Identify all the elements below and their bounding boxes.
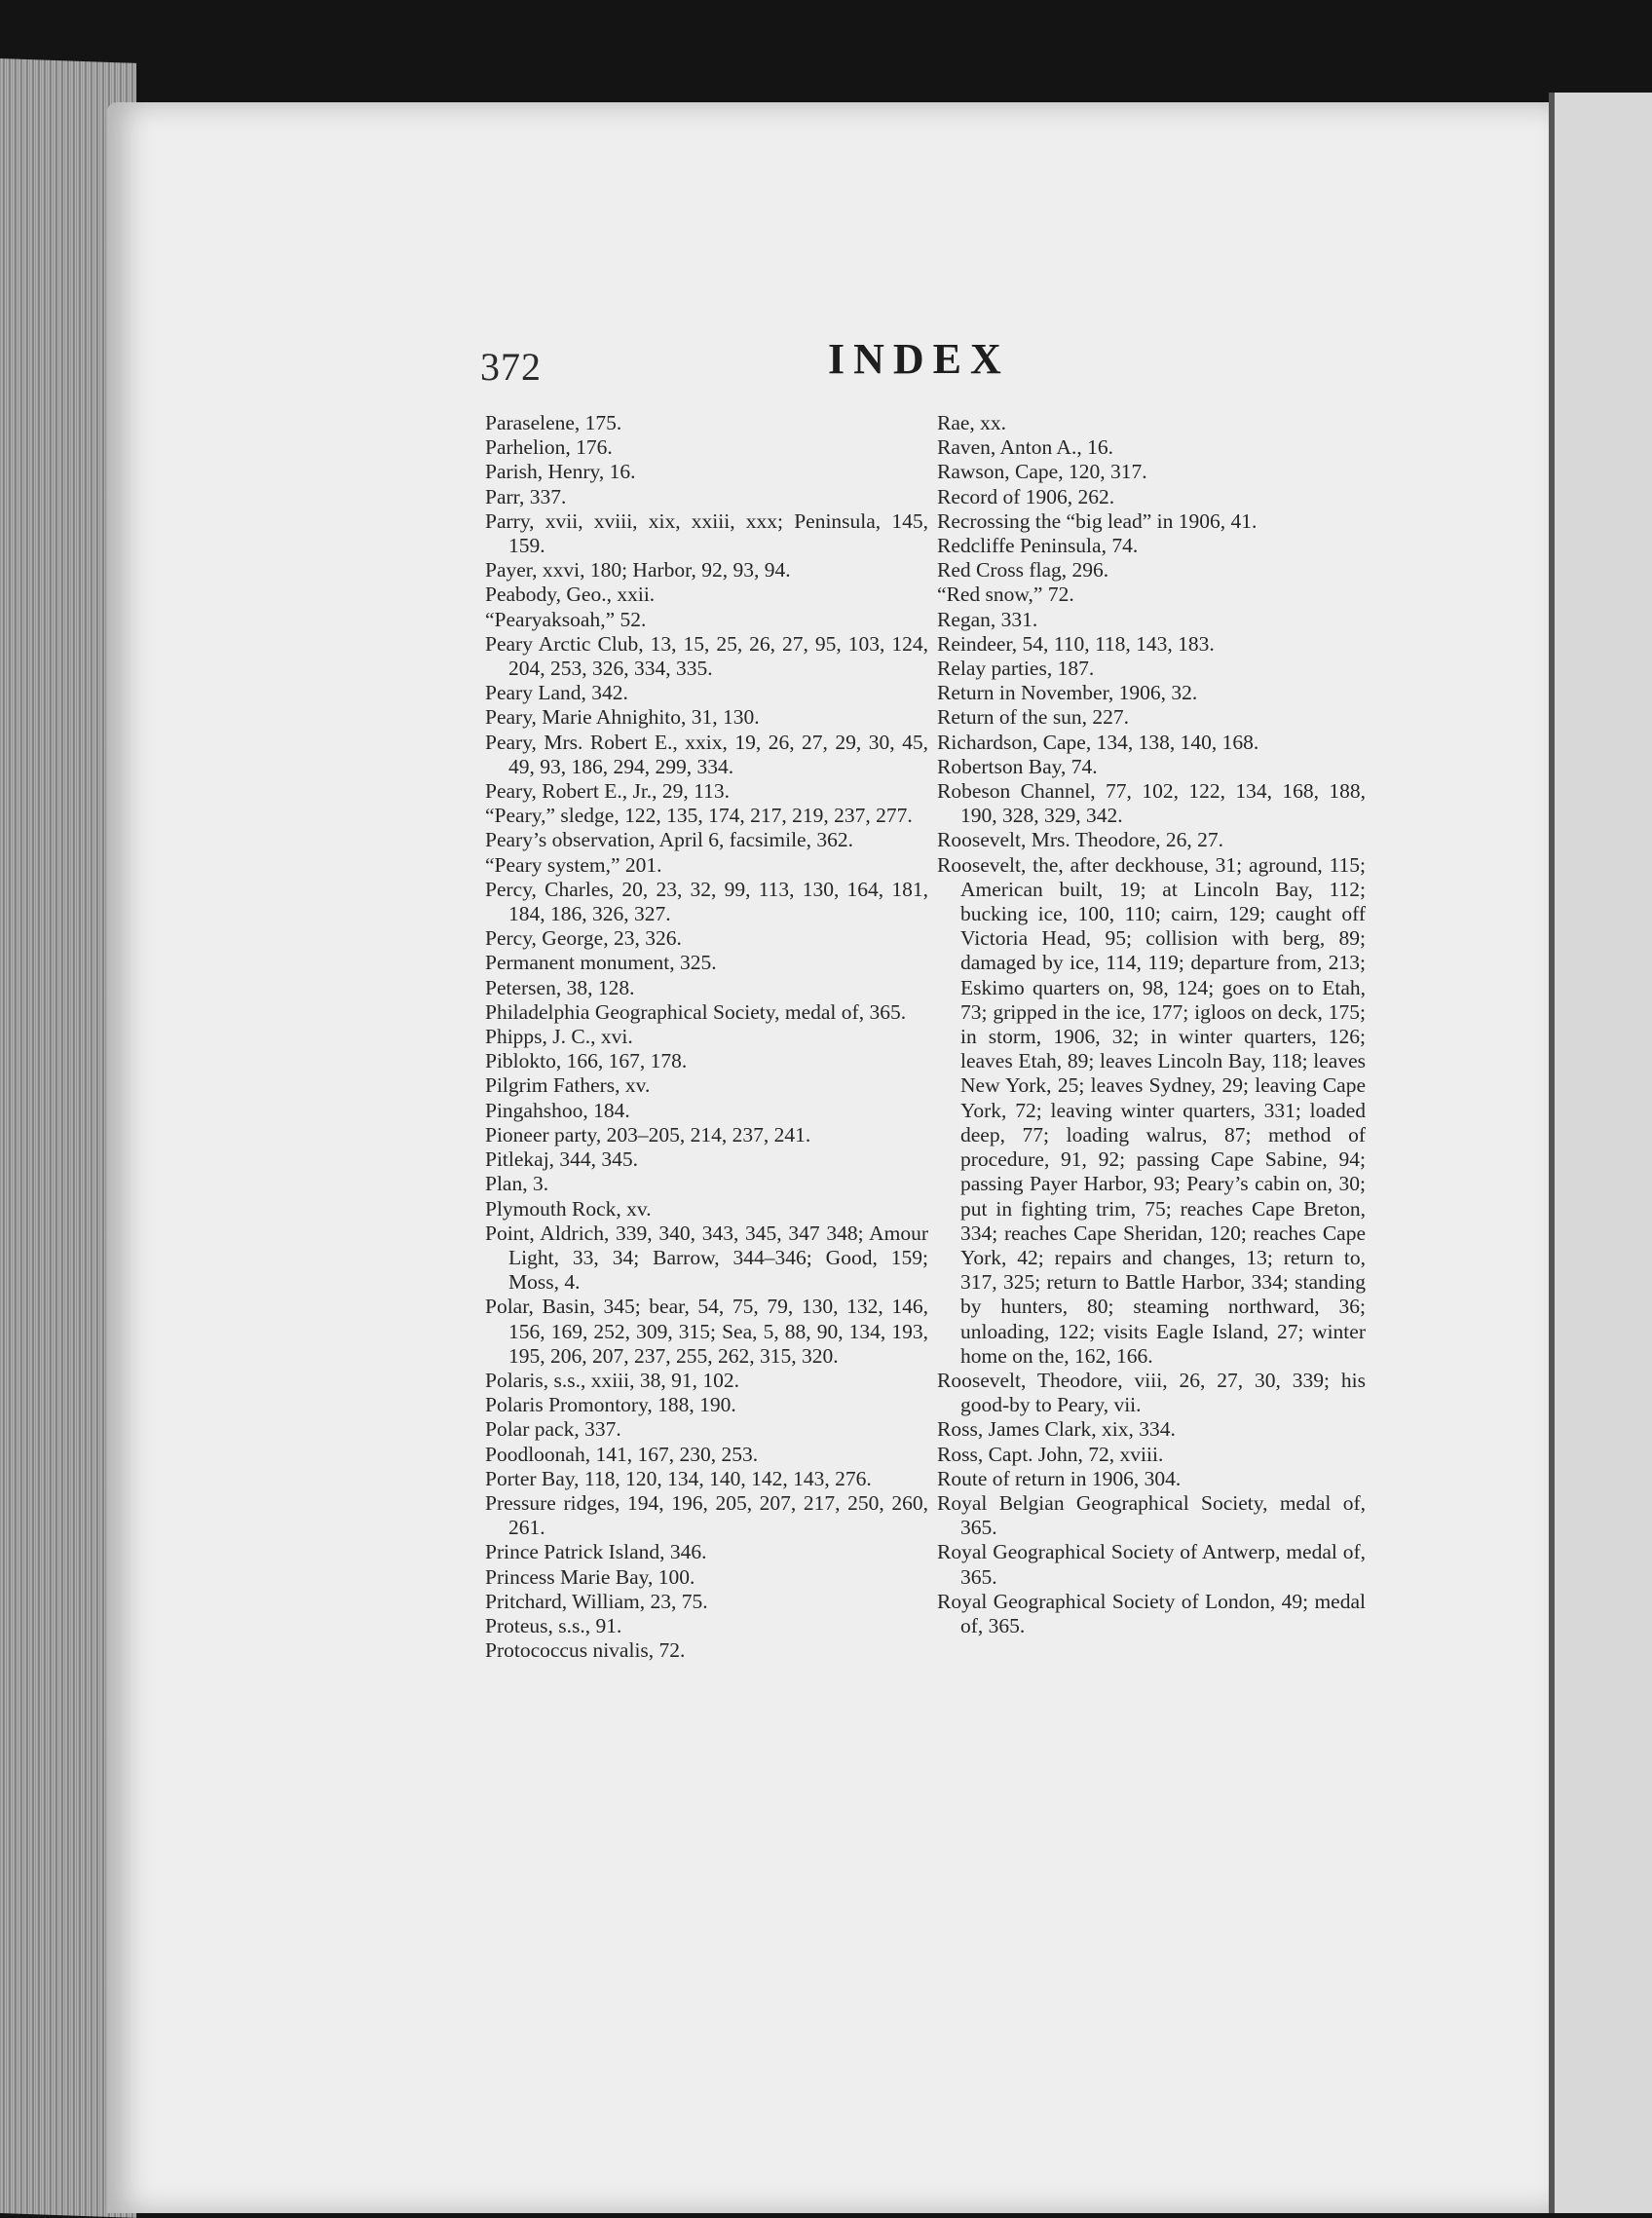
index-entry: Relay parties, 187. — [937, 657, 1095, 681]
index-column-right — [937, 411, 1366, 1638]
index-entry: Roosevelt, the, after deckhouse, 31; aground, 115; American built, 19; at Lincoln Bay, 112; bucking ice, 100, 110; cairn, 129; caught off Victoria Head, 95; collision with berg, 89; damaged by ice, 114, 119; departure from, 213; Eskimo quarters on, 98, 124; goes on to Etah, 73; gripped in the ice, 177; igloos on deck, 175; in storm, 1906, 32; in winter quarters, 126; leaves Etah, 89; leaves Lincoln Bay, 118; leaves New York, 25; leaves Sydney, 29; leaving Cape York, 72; leaving winter quarters, 331; loaded deep, 77; loading walrus, 87; method of procedure, 91, 92; passing Cape Sabine, 94; passing Payer Harbor, 93; Peary’s cabin on, 30; put in fighting trim, 75; reaches Cape Breton, 334; reaches Cape Sheridan, 120; reaches Cape York, 42; repairs and changes, 13; return to, 317, 325; return to Battle Harbor, 334; standing by hunters, 80; steaming northward, 36; unloading, 122; visits Eagle Island, 27; winter home on the, 162, 166. — [937, 852, 1366, 1368]
index-entry: Parish, Henry, 16. — [485, 460, 636, 484]
index-entry: Raven, Anton A., 16. — [937, 435, 1113, 460]
index-entry: Polar pack, 337. — [485, 1417, 621, 1442]
index-entry: Pioneer party, 203–205, 214, 237, 241. — [485, 1122, 811, 1147]
index-entry: Percy, George, 23, 326. — [485, 926, 682, 951]
index-entry: Princess Marie Bay, 100. — [485, 1564, 695, 1589]
index-entry: Royal Geographical Society of London, 49; medal of, 365. — [937, 1589, 1366, 1637]
index-entry: Peary, Mrs. Robert E., xxix, 19, 26, 27, 29, 30, 45, 49, 93, 186, 294, 299, 334. — [485, 730, 928, 778]
index-entry: Ross, James Clark, xix, 334. — [937, 1417, 1176, 1442]
index-column-left — [485, 411, 928, 1663]
index-entry: Richardson, Cape, 134, 138, 140, 168. — [937, 730, 1259, 754]
index-entry: Parry, xvii, xviii, xix, xxiii, xxx; Peninsula, 145, 159. — [485, 508, 928, 558]
index-entry: Poodloonah, 141, 167, 230, 253. — [485, 1442, 759, 1466]
index-entry: Rawson, Cape, 120, 317. — [937, 460, 1147, 484]
index-entry: Pingahshoo, 184. — [485, 1098, 630, 1122]
index-entry: Robertson Bay, 74. — [937, 754, 1098, 778]
index-entry: “Peary system,” 201. — [485, 852, 662, 877]
index-entry: Permanent monument, 325. — [485, 951, 717, 975]
page-title: INDEX — [828, 335, 1010, 383]
index-entry: “Peary,” sledge, 122, 135, 174, 217, 219, 237, 277. — [485, 804, 913, 828]
index-entry: Roosevelt, Theodore, viii, 26, 27, 30, 339; his good-by to Peary, vii. — [937, 1368, 1366, 1417]
index-entry: Peary’s observation, April 6, facsimile, 362. — [485, 828, 853, 852]
index-entry: Rae, xx. — [937, 411, 1007, 434]
index-entry: Phipps, J. C., xvi. — [485, 1025, 633, 1049]
index-entry: Parhelion, 176. — [485, 435, 613, 460]
index-entry: Plan, 3. — [485, 1172, 549, 1196]
index-entry: Roosevelt, Mrs. Theodore, 26, 27. — [937, 828, 1223, 852]
index-entry: Polaris Promontory, 188, 190. — [485, 1393, 736, 1417]
index-entry: Peary Arctic Club, 13, 15, 25, 26, 27, 95, 103, 124, 204, 253, 326, 334, 335. — [485, 631, 928, 681]
index-entry: “Pearyaksoah,” 52. — [485, 607, 647, 631]
index-entry: Pitlekaj, 344, 345. — [485, 1147, 639, 1172]
index-entry: Royal Belgian Geographical Society, medal of, 365. — [937, 1490, 1366, 1540]
index-entry: Protococcus nivalis, 72. — [485, 1638, 686, 1663]
index-entry: Regan, 331. — [937, 607, 1038, 631]
index-entry: Proteus, s.s., 91. — [485, 1613, 622, 1637]
index-entry: Polar, Basin, 345; bear, 54, 75, 79, 130, 132, 146, 156, 169, 252, 309, 315; Sea, 5, 88, 90, 134, 193, 195, 206, 207, 237, 255, 262, 315, 320. — [485, 1295, 928, 1368]
index-entry: Peary, Robert E., Jr., 29, 113. — [485, 779, 730, 804]
index-entry: Parr, 337. — [485, 484, 567, 508]
index-entry: Peabody, Geo., xxii. — [485, 583, 656, 607]
index-entry: Polaris, s.s., xxiii, 38, 91, 102. — [485, 1368, 740, 1392]
index-entry: Pressure ridges, 194, 196, 205, 207, 217, 250, 260, 261. — [485, 1490, 928, 1540]
index-entry: Royal Geographical Society of Antwerp, medal of, 365. — [937, 1540, 1366, 1589]
index-entry: Return of the sun, 227. — [937, 705, 1130, 730]
index-entry: Reindeer, 54, 110, 118, 143, 183. — [937, 631, 1215, 656]
index-entry: Pilgrim Fathers, xv. — [485, 1073, 651, 1098]
index-entry: Petersen, 38, 128. — [485, 975, 635, 999]
index-entry: “Red snow,” 72. — [937, 583, 1074, 607]
index-entry: Recrossing the “big lead” in 1906, 41. — [937, 508, 1258, 533]
index-entry: Route of return in 1906, 304. — [937, 1466, 1182, 1490]
index-entry: Point, Aldrich, 339, 340, 343, 345, 347 348; Amour Light, 33, 34; Barrow, 344–346; Good, 159; Moss, 4. — [485, 1221, 928, 1295]
index-entry: Return in November, 1906, 32. — [937, 681, 1198, 705]
index-entry: Philadelphia Geographical Society, medal of, 365. — [485, 999, 907, 1024]
index-entry: Payer, xxvi, 180; Harbor, 92, 93, 94. — [485, 558, 791, 583]
index-entry: Percy, Charles, 20, 23, 32, 99, 113, 130, 164, 181, 184, 186, 326, 327. — [485, 877, 928, 926]
index-entry: Red Cross flag, 296. — [937, 558, 1109, 583]
index-entry: Ross, Capt. John, 72, xviii. — [937, 1442, 1164, 1466]
index-entry: Pritchard, William, 23, 75. — [485, 1589, 708, 1613]
index-entry: Robeson Channel, 77, 102, 122, 134, 168, 188, 190, 328, 329, 342. — [937, 779, 1366, 828]
index-entry: Record of 1906, 262. — [937, 484, 1115, 508]
index-entry: Plymouth Rock, xv. — [485, 1196, 652, 1221]
page-number: 372 — [480, 345, 542, 389]
index-entry: Peary Land, 342. — [485, 681, 628, 705]
index-entry: Paraselene, 175. — [485, 411, 622, 434]
index-entry: Redcliffe Peninsula, 74. — [937, 534, 1139, 558]
index-entry: Prince Patrick Island, 346. — [485, 1540, 707, 1564]
index-entry: Peary, Marie Ahnighito, 31, 130. — [485, 705, 760, 730]
index-entry: Piblokto, 166, 167, 178. — [485, 1049, 688, 1073]
facing-page-edge — [1549, 93, 1652, 2213]
index-entry: Porter Bay, 118, 120, 134, 140, 142, 143, 276. — [485, 1466, 872, 1490]
